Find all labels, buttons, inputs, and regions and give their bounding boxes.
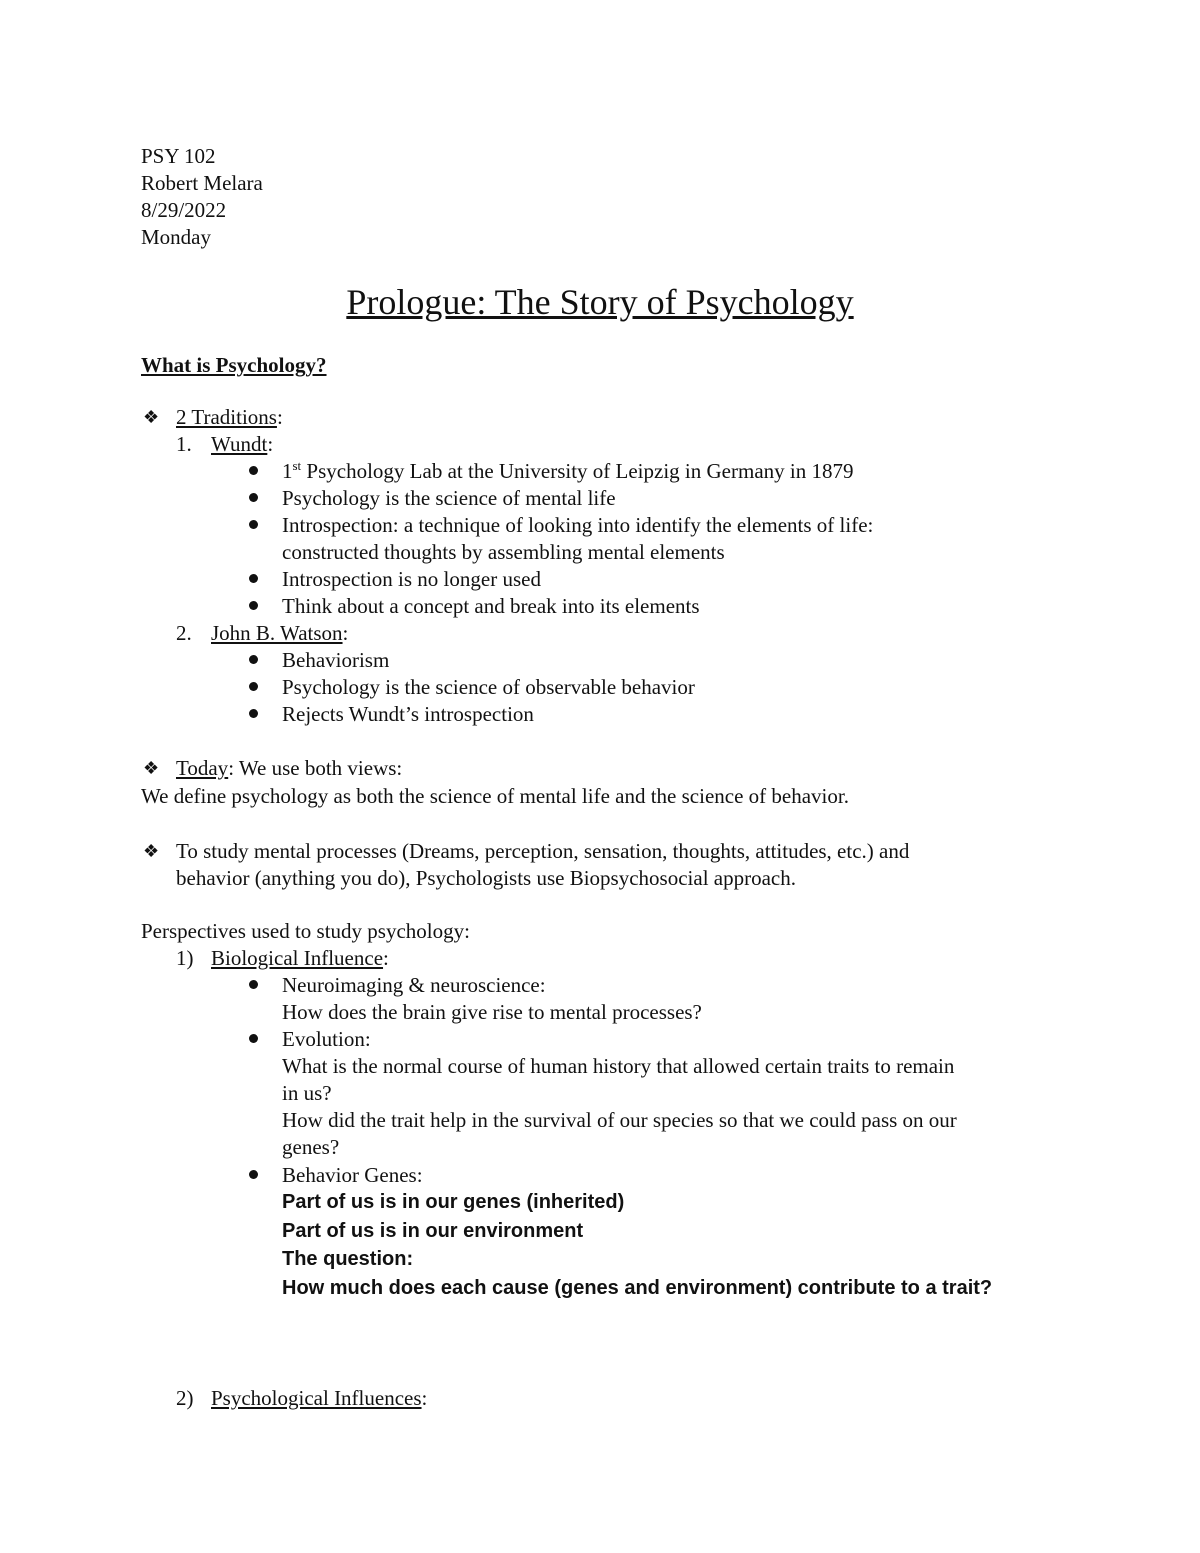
neuro-title: Neuroimaging & neuroscience: bbox=[282, 973, 546, 997]
wundt-point: Psychology is the science of mental life bbox=[282, 486, 616, 510]
genes-line: How much does each cause (genes and environment) contribute to a trait? bbox=[282, 1277, 993, 1299]
diamond-bullet-icon: ❖ bbox=[143, 407, 160, 427]
wundt-point-continued: constructed thoughts by assembling mental elements bbox=[282, 540, 725, 564]
neuro-question: How does the brain give rise to mental processes? bbox=[282, 1000, 702, 1024]
bullet-icon bbox=[249, 466, 258, 475]
bullet-icon bbox=[249, 601, 258, 610]
wundt-point: Introspection is no longer used bbox=[282, 567, 541, 591]
watson-point: Psychology is the science of observable behavior bbox=[282, 675, 695, 699]
watson-number: 2. bbox=[176, 621, 192, 645]
wundt-label: Wundt: bbox=[211, 432, 274, 456]
course-code: PSY 102 bbox=[141, 144, 216, 168]
evolution-title: Evolution: bbox=[282, 1027, 371, 1051]
bullet-icon bbox=[249, 1170, 258, 1179]
bullet-icon bbox=[249, 574, 258, 583]
section-heading: What is Psychology? bbox=[141, 353, 327, 377]
wundt-first-lab: 1st Psychology Lab at the University of Leipzig in Germany in 1879 bbox=[282, 458, 854, 483]
lecture-date: 8/29/2022 bbox=[141, 198, 227, 222]
biological-label: Biological Influence: bbox=[211, 946, 389, 970]
bullet-icon bbox=[249, 655, 258, 664]
watson-point: Behaviorism bbox=[282, 648, 390, 672]
evolution-question-continued: genes? bbox=[282, 1135, 340, 1159]
psychological-label: Psychological Influences: bbox=[211, 1386, 428, 1410]
bullet-icon bbox=[249, 682, 258, 691]
bullet-icon bbox=[249, 1034, 258, 1043]
bullet-icon bbox=[249, 520, 258, 529]
psychological-number: 2) bbox=[176, 1386, 194, 1410]
study-line-1: To study mental processes (Dreams, perception, sensation, thoughts, attitudes, etc.) and bbox=[176, 839, 910, 863]
genes-title: Behavior Genes: bbox=[282, 1163, 423, 1187]
wundt-point: Think about a concept and break into its elements bbox=[282, 594, 700, 618]
traditions-label: 2 Traditions: bbox=[176, 405, 283, 429]
watson-label: John B. Watson: bbox=[211, 621, 349, 645]
lecture-day: Monday bbox=[141, 225, 211, 249]
genes-line: Part of us is in our environment bbox=[282, 1220, 584, 1242]
wundt-point: Introspection: a technique of looking into identify the elements of life: bbox=[282, 513, 874, 537]
diamond-bullet-icon: ❖ bbox=[143, 841, 160, 861]
genes-line: The question: bbox=[282, 1248, 414, 1270]
bullet-icon bbox=[249, 493, 258, 502]
evolution-question-continued: in us? bbox=[282, 1081, 332, 1105]
bullet-icon bbox=[249, 980, 258, 989]
bullet-icon bbox=[249, 709, 258, 718]
instructor-name: Robert Melara bbox=[141, 171, 263, 195]
watson-point: Rejects Wundt’s introspection bbox=[282, 702, 534, 726]
study-line-2: behavior (anything you do), Psychologists use Biopsychosocial approach. bbox=[176, 866, 796, 890]
diamond-bullet-icon: ❖ bbox=[143, 758, 160, 778]
evolution-question: What is the normal course of human history that allowed certain traits to remain bbox=[282, 1054, 955, 1078]
psychology-definition: We define psychology as both the science of mental life and the science of behavior. bbox=[141, 784, 849, 808]
genes-line: Part of us is in our genes (inherited) bbox=[282, 1191, 625, 1213]
perspectives-intro: Perspectives used to study psychology: bbox=[141, 919, 470, 943]
page-title: Prologue: The Story of Psychology bbox=[346, 282, 854, 322]
today-line: Today: We use both views: bbox=[176, 756, 403, 780]
wundt-number: 1. bbox=[176, 432, 192, 456]
biological-number: 1) bbox=[176, 946, 194, 970]
evolution-question: How did the trait help in the survival of our species so that we could pass on our bbox=[282, 1108, 957, 1132]
